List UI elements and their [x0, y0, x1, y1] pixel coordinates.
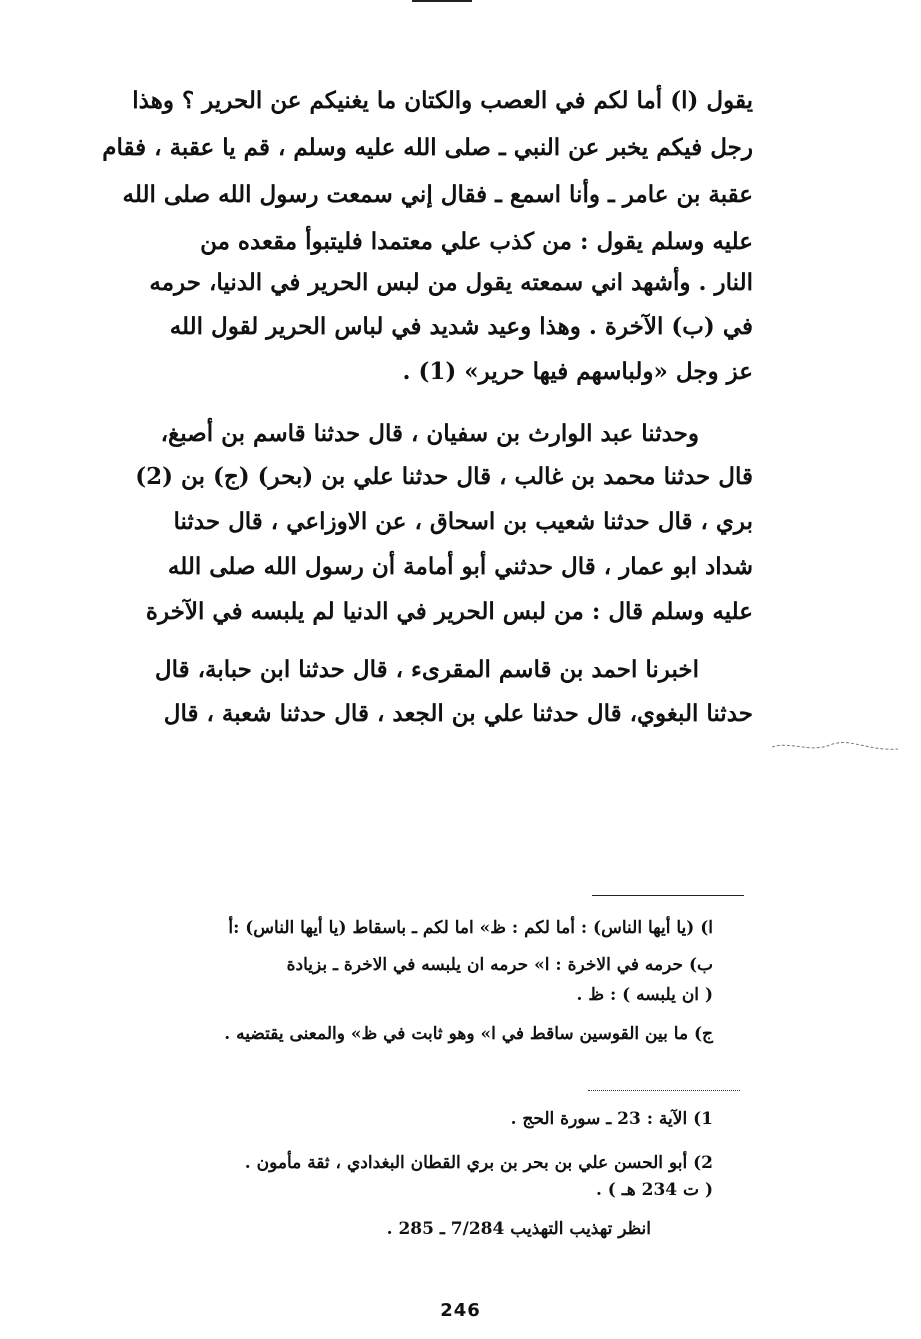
text-line: عز وجل «ولباسهم فيها حرير» (1) . — [402, 358, 753, 385]
text-line: عليه وسلم قال : من لبس الحرير في الدنيا لم يلبسه في الآخرة — [145, 598, 753, 625]
text-line: عليه وسلم يقول : من كذب علي معتمدا فليتبوأ مقعده من — [200, 228, 753, 255]
text-line: حدثنا البغوي، قال حدثنا علي بن الجعد ، قال حدثنا شعبة ، قال — [163, 700, 753, 727]
footnote-line: ( ت 234 هـ ) . — [595, 1180, 713, 1200]
text-line: بري ، قال حدثنا شعيب بن اسحاق ، عن الاوزاعي ، قال حدثنا — [173, 508, 753, 535]
text-line: شداد ابو عمار ، قال حدثني أبو أمامة أن رسول الله صلى الله — [167, 553, 753, 580]
footnote-line: ( ان يلبسه ) : ظ . — [576, 985, 713, 1005]
top-edge-mark — [412, 0, 472, 2]
footnote-line: 1) الآية : 23 ـ سورة الحج . — [510, 1109, 713, 1129]
footnote-separator — [592, 895, 744, 896]
text-line: النار . وأشهد اني سمعته يقول من لبس الحرير في الدنيا، حرمه — [149, 269, 753, 296]
text-line: قال حدثنا محمد بن غالب ، قال حدثنا علي بن (بحر) (ج) بن (2) — [135, 463, 753, 490]
text-line: عقبة بن عامر ـ وأنا اسمع ـ فقال إني سمعت رسول الله صلى الله — [122, 181, 753, 208]
text-line: في (ب) الآخرة . وهذا وعيد شديد في لباس الحرير لقول الله — [169, 313, 753, 340]
footnote-line: 2) أبو الحسن علي بن بحر بن بري القطان البغدادي ، ثقة مأمون . — [244, 1153, 713, 1173]
margin-scribble — [770, 735, 900, 765]
footnote-line: ج) ما بين القوسين ساقط في ا» وهو ثابت في ظ» والمعنى يقتضيه . — [224, 1024, 713, 1044]
page-number: 246 — [440, 1300, 481, 1321]
footnote-line: ا) (يا أيها الناس) : أما لكم : ظ» اما لكم ـ باسقاط (يا أيها الناس) :أ — [228, 918, 713, 938]
footnote-line: ب) حرمه في الاخرة : ا» حرمه ان يلبسه في الاخرة ـ بزيادة — [286, 955, 713, 975]
reference-separator — [588, 1090, 740, 1091]
text-line: يقول (ا) أما لكم في العصب والكتان ما يغنيكم عن الحرير ؟ وهذا — [132, 87, 753, 114]
text-line: رجل فيكم يخبر عن النبي ـ صلى الله عليه وسلم ، قم يا عقبة ، فقام — [102, 134, 753, 161]
text-line: وحدثنا عبد الوارث بن سفيان ، قال حدثنا قاسم بن أصبغ، — [160, 420, 699, 447]
footnote-line: انظر تهذيب التهذيب 7/284 ـ 285 . — [386, 1219, 651, 1239]
text-line: اخبرنا احمد بن قاسم المقرىء ، قال حدثنا ابن حبابة، قال — [154, 656, 699, 683]
